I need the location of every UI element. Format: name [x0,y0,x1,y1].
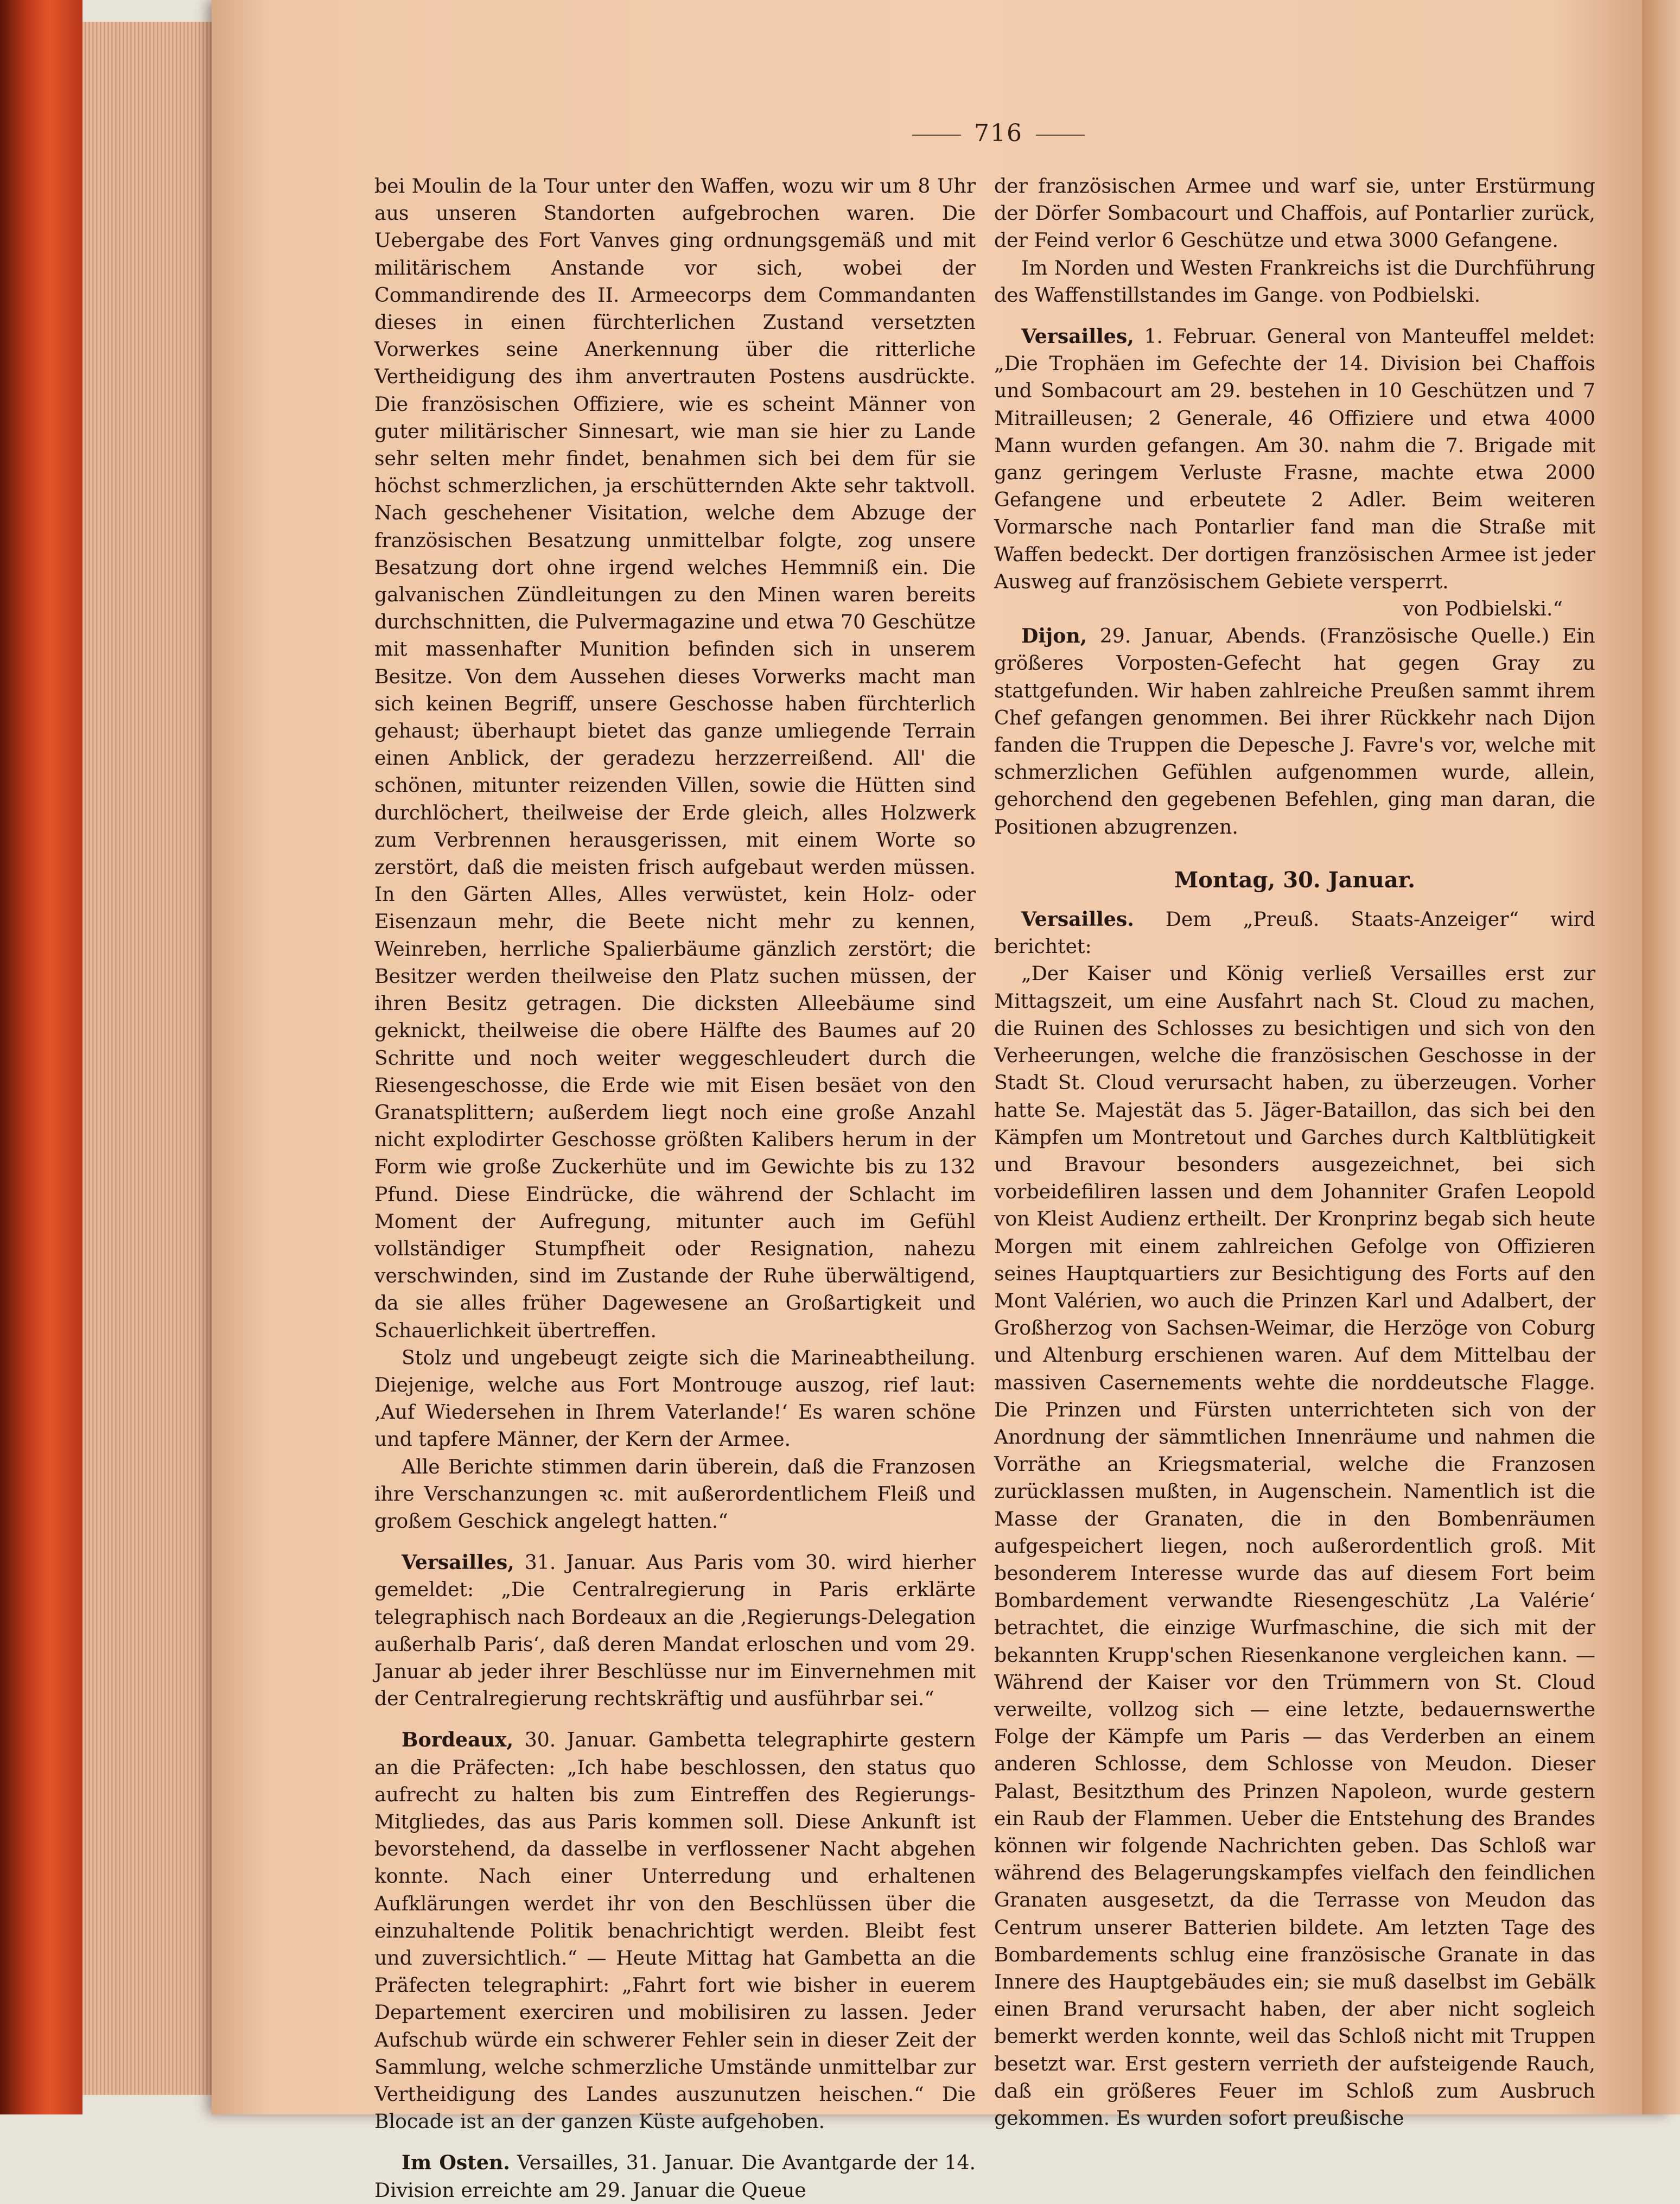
dispatch-text: Dem „Preuß. Staats-Anzeiger“ wird berichtet: [994,907,1595,958]
dispatch-heading: Versailles, [1021,325,1134,348]
column-divider [978,173,979,1888]
header-rule-left [912,135,961,136]
dispatch-heading: Versailles, [402,1551,514,1574]
dispatch-heading: Bordeaux, [402,1728,514,1752]
signature: von Podbielski. [1330,283,1481,307]
paragraph-pontarlier: der französischen Armee und warf sie, unter Erstürmung der Dörfer Sombacourt und Chaffois, auf Pontarlier zurück, der Feind verlor 6 Geschütze und etwa 3000 Gefangene. [994,174,1595,252]
paragraph-kaiser-st-cloud: „Der Kaiser und König verließ Versailles erst zur Mittagszeit, um eine Ausfahrt nach St. Cloud zu machen, die Ruinen des Schlosses zu besichtigen und sich von den Verheerungen, welche die französischen Geschosse in der Stadt St. Cloud verursacht haben, zu überzeugen. Vorher hatte Se. Majestät das 5. Jäger-Bataillon, das sich bei den Kämpfen um Montretout und Garches durch Kaltblütigkeit und Bravour besonders ausgezeichnet, bei sich vorbeidefiliren lassen und dem Johanniter Grafen Leopold von Kleist Audienz ertheilt. Der Kronprinz begab sich heute Morgen mit einem zahlreichen Gefolge von Offizieren seines Hauptquartiers zur Besichtigung des Forts auf den Mont Valérien, wo auch die Prinzen Karl und Adalbert, der Großherzog von Sachsen-Weimar, die Herzöge von Coburg und Altenburg erschienen waren. Auf dem Mittelbau der massiven Casernements wehte die norddeutsche Flagge. Die Prinzen und Fürsten unterrichteten sich von der Anordnung der sämmtlichen Innenräume und nahmen die Vorräthe an Kriegsmaterial, welche die Franzosen zurücklassen mußten, in Augenschein. Namentlich ist die Masse der Granaten, die in den Bombenräumen aufgespeichert liegen, noch außerordentlich groß. Mit besonderem Interesse wurde das auf diesem Fort beim Bombardement verwandte Riesengeschütz ‚La Valérie‘ betrachtet, die einzige Wurfmaschine, die sich mit der bekannten Krupp'schen Riesenkanone vergleichen kann. — Während der Kaiser vor den Trümmern von St. Cloud verweilte, vollzog sich — eine letzte, bedauernswerthe Folge der Kämpfe um Paris — das Verderben an einem anderen Schlosse, dem Schlosse von Meudon. Dieser Palast, Besitzthum des Prinzen Napoleon, wurde gestern ein Raub der Flammen. Ueber die Entstehung des Brandes können wir folgende Nachrichten geben. Das Schloß war während des Belagerungskampfes vielfach den feindlichen Granaten ausgesetzt, da die Terrasse von Meudon das Centrum unserer Batterien bildete. Am letzten Tage des Bombardements schlug eine französische Granate in das Innere des Hauptgebäudes ein; sie muß daselbst im Gebälk einen Brand verursacht haben, der aber nicht sogleich bemerkt werden konnte, weil das Schloß nicht mit Truppen besetzt war. Erst gestern verrieth der aufsteigende Rauch, daß ein größeres Feuer im Schloß zum Ausbruch gekommen. Es wurden sofort preußische [994,962,1595,2130]
book-binding [0,0,82,2114]
header-rule-right [1036,135,1085,136]
dispatch-heading: Dijon, [1021,624,1087,648]
dispatch-text: 31. Januar. Aus Paris vom 30. wird hierher gemeldet: „Die Centralregierung in Paris erklärte telegraphisch nach Bordeaux an die ‚Regierungs-Delegation außerhalb Paris‘, daß deren Mandat erloschen und vom 29. Januar ab jeder ihrer Beschlüsse nur im Einvernehmen mit der Centralregierung rechtskräftig und ausführbar sei.“ [374,1551,976,1711]
paragraph-marine: Stolz und ungebeugt zeigte sich die Marineabtheilung. Diejenige, welche aus Fort Montrouge auszog, rief laut: ‚Auf Wiedersehen in Ihrem Vaterlande!‘ Es waren schöne und tapfere Männer, der Kern der Armee. [374,1345,976,1451]
signature: von Podbielski.“ [1403,597,1563,621]
page-edges [82,22,224,2095]
dispatch-text: 1. Februar. General von Manteuffel meldet: „Die Trophäen im Gefechte der 14. Division bei Chaffois und Sombacourt am 29. bestehen in 10 Geschützen und 7 Mitrailleusen; 2 Generale, 46 Offiziere und etwa 4000 Mann wurden gefangen. Am 30. nahm die 7. Brigade mit ganz geringem Verluste Frasne, machte etwa 2000 Gefangene und erbeutete 2 Adler. Beim weiteren Vormarsche nach Pontarlier fand man die Straße mit Waffen bedeckt. Der dortigen französischen Armee ist jeder Ausweg auf französischem Gebiete versperrt. [994,325,1595,593]
dispatch-bordeaux [374,1726,976,2135]
paragraph-fort-vanves: bei Moulin de la Tour unter den Waffen, wozu wir um 8 Uhr aus unseren Standorten aufgebrochen waren. Die Uebergabe des Fort Vanves ging ordnungsgemäß und mit militärischem Anstande vor sich, wobei der Commandirende des II. Armeecorps dem Commandanten dieses in einen fürchterlichen Zustand versetzten Vorwerkes seine Anerkennung über die ritterliche Vertheidigung des ihm anvertrauten Postens ausdrückte. Die französischen Offiziere, wie es scheint Männer von guter militärischer Sinnesart, wie man sie hier zu Lande sehr selten mehr findet, benahmen sich bei dem für sie höchst schmerzlichen, ja erschütternden Akte sehr taktvoll. Nach geschehener Visitation, welche dem Abzuge der französischen Besatzung unmittelbar folgte, zog unsere Besatzung dort ohne irgend welches Hemmniß ein. Die galvanischen Zündleitungen zu den Minen waren bereits durchschnitten, die Pulvermagazine und etwa 70 Geschütze mit massenhafter Munition befinden sich in unserem Besitze. Von dem Aussehen dieses Vorwerks macht man sich keinen Begriff, unsere Geschosse haben fürchterlich gehaust; überhaupt bietet das ganze umliegende Terrain einen Anblick, der geradezu herzzerreißend. All' die schönen, mitunter reizenden Villen, sowie die Hütten sind durchlöchert, theilweise der Erde gleich, alles Holzwerk zum Verbrennen herausgerissen, mit einem Worte so zerstört, daß die meisten frisch aufgebaut werden müssen. In den Gärten Alles, Alles verwüstet, kein Holz- oder Eisenzaun mehr, die Beete nicht mehr zu kennen, Weinreben, herrliche Spalierbäume gänzlich zerstört; die Besitzer werden theilweise den Platz suchen müssen, der ihren Besitz getragen. Die dicksten Alleebäume sind geknickt, theilweise die obere Hälfte des Baumes auf 20 Schritte und noch weiter weggeschleudert durch die Riesengeschosse, die Erde wie mit Eisen besäet von den Granatsplittern; außerdem liegt noch eine große Anzahl nicht explodirter Geschosse größten Kalibers herum in der Form wie große Zuckerhüte und im Gewichte bis zu 132 Pfund. Diese Eindrücke, die während der Schlacht im Moment der Aufregung, mitunter auch im Gefühl vollständiger Stumpfheit oder Resignation, nahezu verschwinden, sind im Zustande der Ruhe überwältigend, da sie alles früher Dagewesene an Großartigkeit und Schauerlichkeit übertreffen. [374,174,976,1342]
paragraph-verschanzungen: Alle Berichte stimmen darin überein, daß die Franzosen ihre Verschanzungen ꝛc. mit außerordentlichem Fleiß und großem Geschick angelegt hatten.“ [374,1454,976,1533]
paragraph-waffenstillstand [994,255,1595,309]
dispatch-text: Versailles, 31. Januar. Die Avantgarde der 14. Division erreichte am 29. Januar die Queue [374,2151,976,2202]
dispatch-text: 29. Januar, Abends. (Französische Quelle.) Ein größeres Vorposten-Gefecht hat gegen Gray zu stattgefunden. Wir haben zahlreiche Preußen sammt ihrem Chef gefangen genommen. Bei ihrer Rückkehr nach Dijon fanden die Truppen die Depesche J. Favre's vor, welche mit schmerzlichen Gefühlen aufgenommen wurde, allein, gehorchend den gegebenen Befehlen, ging man daran, die Positionen abzugrenzen. [994,624,1595,839]
dispatch-versailles-1-feb [994,323,1595,595]
dispatch-heading: Im Osten. [402,2151,510,2175]
adjacent-page-edge [1642,0,1680,2114]
page-number: 716 [974,119,1023,147]
paragraph-text: Im Norden und Westen Frankreichs ist die Durchführung des Waffenstillstandes im Gange. [994,256,1595,307]
section-title: Montag, 30. Januar. [1174,867,1416,893]
right-column [994,173,1595,2132]
dispatch-versailles-staatsanzeiger [994,906,1595,960]
dispatch-dijon [994,623,1595,841]
dispatch-versailles-31 [374,1549,976,1712]
page-header [895,119,1102,147]
dispatch-heading: Versailles. [1021,907,1134,931]
dispatch-text: 30. Januar. Gambetta telegraphirte gestern an die Präfecten: „Ich habe beschlossen, den status quo aufrecht zu halten bis zum Eintreffen des Regierungs-Mitgliedes, das aus Paris kommen soll. Diese Ankunft ist bevorstehend, da dasselbe in verflossener Nacht abgehen konnte. Nach einer Unterredung und erhaltenen Aufklärungen werdet ihr von den Beschlüssen über die einzuhaltende Politik benachrichtigt werden. Bleibt fest und zuversichtlich.“ — Heute Mittag hat Gambetta an die Präfecten telegraphirt: „Fahrt fort wie bisher in euerem Departement exerciren und mobilisiren zu lassen. Jeder Aufschub würde ein schwerer Fehler sein in dieser Zeit der Sammlung, welche schmerzliche Umstände unmittelbar zur Vertheidigung des Landes auszunutzen heischen.“ Die Blocade ist an der ganzen Küste aufgehoben. [374,1728,976,2133]
dispatch-im-osten [374,2149,976,2203]
left-column [374,173,976,2204]
